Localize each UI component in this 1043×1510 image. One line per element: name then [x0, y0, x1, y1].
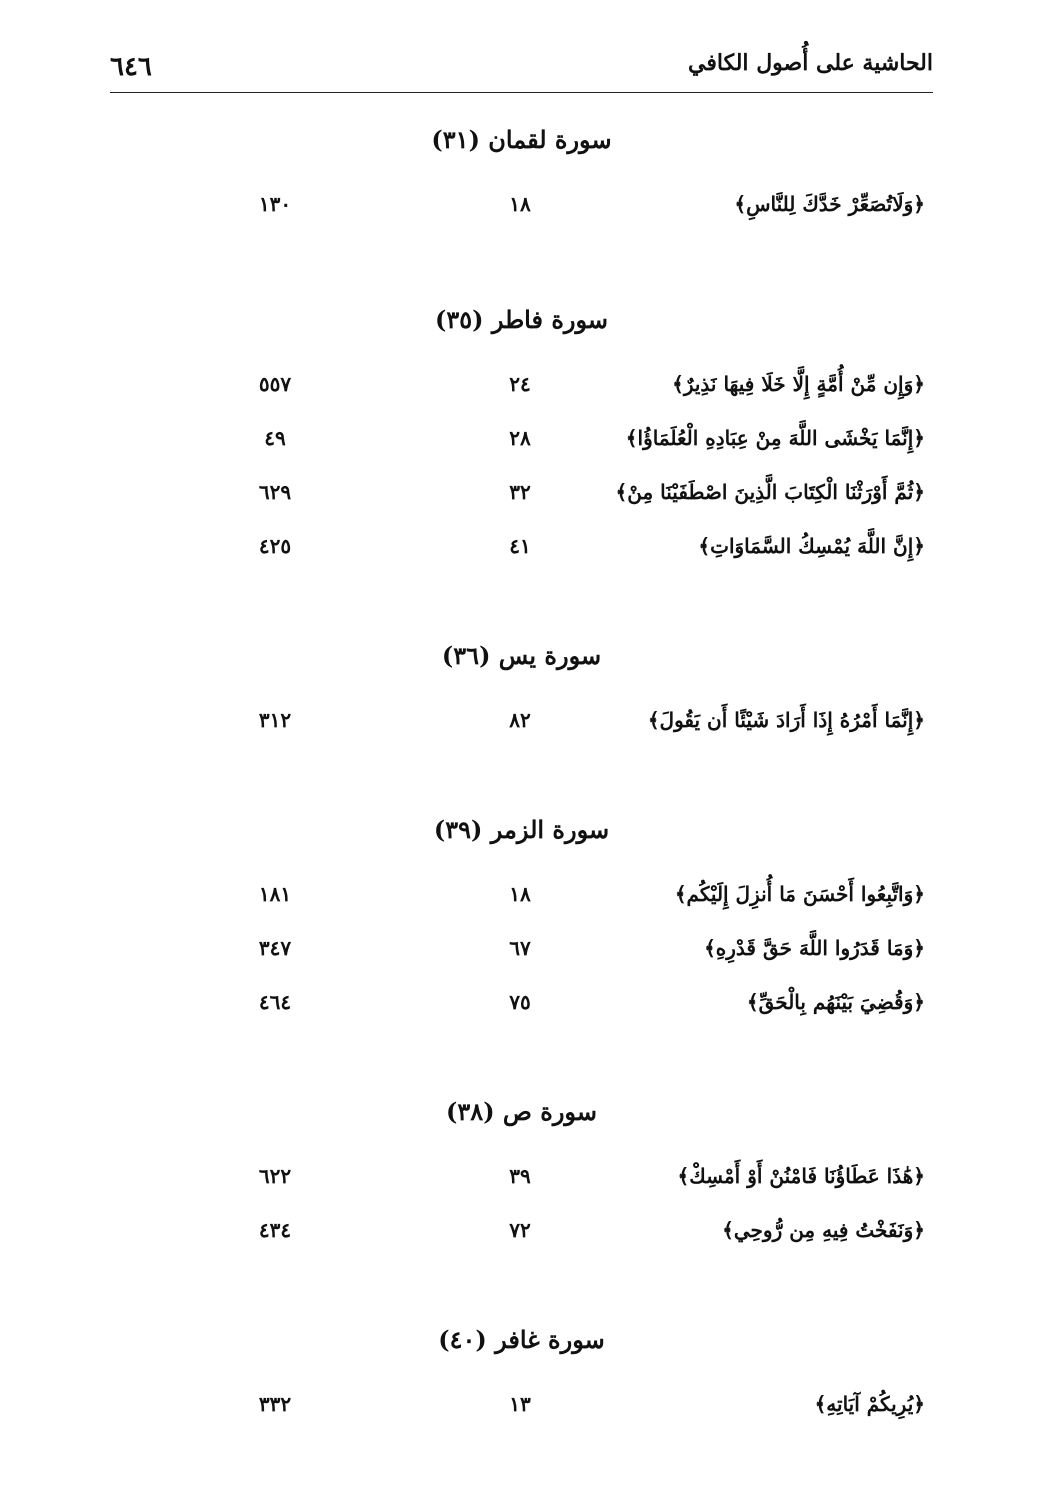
ayah-number: ٤١	[509, 534, 531, 558]
ayah-number: ٧٥	[509, 990, 531, 1014]
ayah-number: ٢٤	[509, 372, 531, 396]
surah-heading: سورة يس (٣٦)	[441, 641, 602, 670]
verse-entry	[0, 978, 1043, 1032]
surah-section	[0, 1072, 1043, 1260]
verse-text: ﴿هَٰذَا عَطَاؤُنَا فَامْنُنْ أَوْ أَمْسِكْ﴾	[677, 1164, 925, 1188]
ayah-number: ٢٨	[509, 426, 531, 450]
page-reference: ٤٢٥	[258, 534, 292, 558]
verse-entry	[0, 924, 1043, 978]
page-reference: ٣٤٧	[258, 936, 292, 960]
verse-entry	[0, 696, 1043, 750]
surah-heading: سورة ص (٣٨)	[446, 1097, 597, 1126]
ayah-number: ٨٢	[509, 708, 531, 732]
verse-text: ﴿وَقُضِيَ بَيْنَهُم بِالْحَقِّ﴾	[746, 990, 925, 1014]
ayah-number: ١٨	[509, 882, 531, 906]
surah-section	[0, 100, 1043, 234]
verse-entry	[0, 870, 1043, 924]
page-reference: ٤٦٤	[258, 990, 292, 1014]
page-reference: ٣١٢	[258, 708, 292, 732]
surah-section	[0, 790, 1043, 1032]
verse-entry	[0, 1206, 1043, 1260]
verse-entry	[0, 1380, 1043, 1434]
page-reference: ١٨١	[258, 882, 292, 906]
verse-text: ﴿وَنَفَخْتُ فِيهِ مِن رُّوحِي﴾	[722, 1218, 925, 1242]
surah-heading: سورة لقمان (٣١)	[431, 125, 612, 154]
page-reference: ٥٥٧	[258, 372, 292, 396]
verse-text: ﴿وَلَاتُصَعِّرْ خَدَّكَ لِلنَّاسِ﴾	[734, 192, 925, 216]
verse-text: ﴿يُرِيكُمْ آيَاتِهِ﴾	[814, 1392, 925, 1416]
page-reference: ٤٩	[264, 426, 286, 450]
surah-heading: سورة الزمر (٣٩)	[433, 815, 610, 844]
ayah-number: ٦٧	[509, 936, 531, 960]
verse-text: ﴿إِنَّمَا أَمْرُهُ إِذَا أَرَادَ شَيْئًا أَن يَقُولَ﴾	[647, 708, 925, 732]
verse-entry	[0, 414, 1043, 468]
verse-entry	[0, 1152, 1043, 1206]
ayah-number: ٧٢	[509, 1218, 531, 1242]
verse-entry	[0, 360, 1043, 414]
verse-text: ﴿ثُمَّ أَوْرَثْنَا الْكِتَابَ الَّذِينَ اصْطَفَيْنَا مِنْ﴾	[615, 480, 925, 504]
verse-text: ﴿وَمَا قَدَرُوا اللَّهَ حَقَّ قَدْرِهِ﴾	[704, 936, 925, 960]
ayah-number: ٣٩	[509, 1164, 531, 1188]
ayah-number: ٣٢	[509, 480, 531, 504]
page-number: ٦٤٦	[110, 52, 152, 82]
index-content	[0, 100, 1043, 1434]
page-reference: ٤٣٤	[258, 1218, 292, 1242]
surah-section	[0, 1300, 1043, 1434]
page-header	[110, 40, 933, 93]
page-reference: ٣٣٢	[258, 1392, 292, 1416]
page-reference: ٦٢٩	[258, 480, 292, 504]
page-reference: ١٣٠	[258, 192, 292, 216]
verse-entry	[0, 468, 1043, 522]
book-title: الحاشية على أُصول الكافي	[688, 50, 933, 76]
surah-heading: سورة فاطر (٣٥)	[434, 305, 608, 334]
verse-text: ﴿إِنَّ اللَّهَ يُمْسِكُ السَّمَاوَاتِ﴾	[698, 534, 925, 558]
surah-section	[0, 616, 1043, 750]
surah-heading: سورة غافر (٤٠)	[438, 1325, 605, 1354]
verse-text: ﴿إِنَّمَا يَخْشَى اللَّهَ مِنْ عِبَادِهِ الْعُلَمَاؤُا﴾	[625, 426, 925, 450]
surah-section	[0, 280, 1043, 576]
verse-entry	[0, 180, 1043, 234]
verse-text: ﴿وَإِن مِّنْ أُمَّةٍ إِلَّا خَلَا فِيهَا نَذِيرٌ﴾	[672, 372, 925, 396]
verse-text: ﴿وَاتَّبِعُوا أَحْسَنَ مَا أُنزِلَ إِلَيْكُم﴾	[674, 882, 925, 906]
ayah-number: ١٣	[509, 1392, 531, 1416]
verse-entry	[0, 522, 1043, 576]
ayah-number: ١٨	[509, 192, 531, 216]
page-reference: ٦٢٢	[258, 1164, 292, 1188]
